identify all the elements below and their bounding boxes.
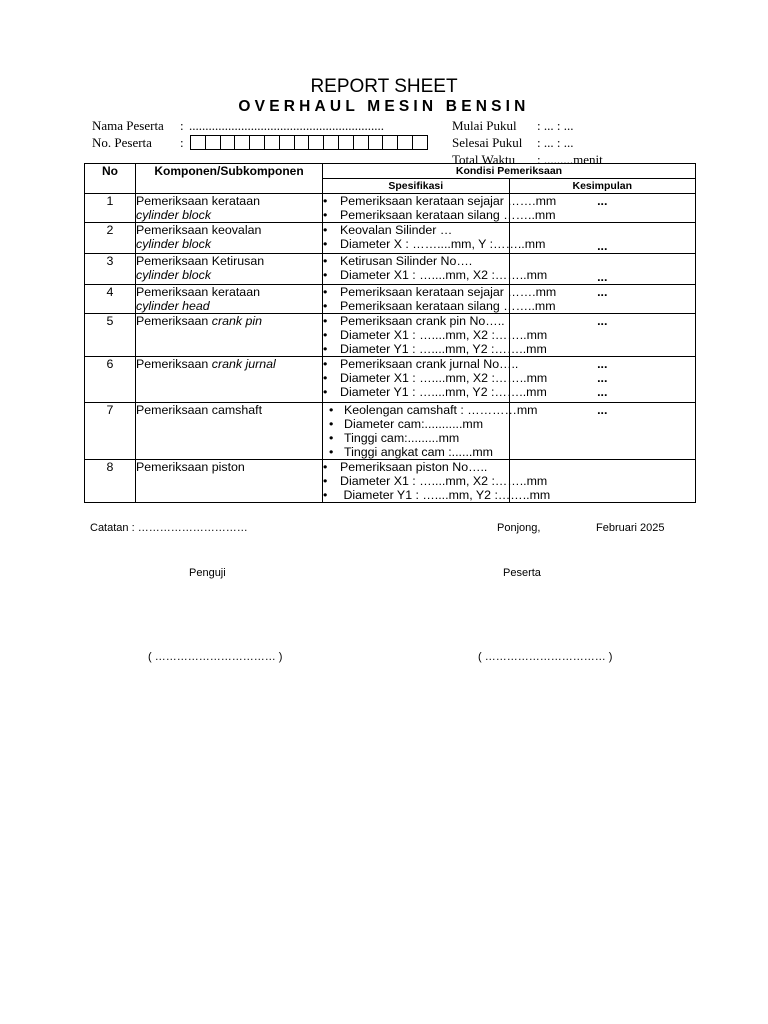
kesimpulan-item: ... [597, 403, 608, 417]
no-peserta-box[interactable] [205, 135, 221, 150]
bullet-icon: • [329, 445, 334, 459]
row-komponen [136, 357, 323, 403]
document-title: REPORT SHEET [310, 76, 458, 97]
col-spesifikasi-header: Spesifikasi [323, 179, 510, 194]
no-peserta-box[interactable] [412, 135, 428, 150]
selesai-pukul-label: Selesai Pukul [452, 135, 523, 150]
row-spesifikasi[interactable] [323, 194, 557, 223]
row-spesifikasi[interactable] [323, 285, 557, 314]
table-row [85, 403, 696, 460]
spec-item: Diameter Y1 : …....mm, Y2 :……..mm [340, 385, 547, 399]
row-spesifikasi[interactable] [323, 314, 548, 357]
bullet-icon: • [323, 460, 328, 474]
spec-item: Diameter X1 : …....mm, X2 :……..mm [340, 268, 548, 282]
spec-item: Diameter X : ……....mm, Y :……..mm [340, 237, 546, 251]
no-peserta-label: No. Peserta [92, 135, 152, 150]
inspection-table [84, 163, 696, 503]
no-peserta-box[interactable] [382, 135, 398, 150]
bullet-icon: • [323, 357, 328, 371]
catatan-field[interactable]: Catatan : ………………………… [90, 522, 248, 534]
spec-item: Pemeriksaan kerataan sejajar …….mm [340, 285, 557, 299]
no-peserta-box[interactable] [220, 135, 236, 150]
peserta-label: Peserta [503, 567, 541, 579]
participant-info [92, 118, 442, 152]
no-peserta-box[interactable] [249, 135, 265, 150]
spec-item: Pemeriksaan crank pin No….. [340, 314, 505, 328]
spec-item: Diameter X1 : …....mm, X2 :……..mm [340, 371, 548, 385]
row-spesifikasi[interactable] [323, 403, 538, 460]
table-row [85, 460, 696, 503]
row-spesifikasi[interactable] [323, 223, 546, 254]
komponen-line: Pemeriksaan keovalan [136, 223, 262, 237]
spec-item: Pemeriksaan kerataan silang ……..mm [340, 299, 556, 313]
no-peserta-box[interactable] [234, 135, 250, 150]
kesimpulan-item: ... [597, 371, 608, 385]
no-peserta-box[interactable] [353, 135, 369, 150]
komponen-line: Pemeriksaan kerataan [136, 194, 260, 208]
row-spesifikasi[interactable] [323, 254, 548, 285]
penguji-signature-field[interactable]: ( …………………………… ) [148, 651, 283, 663]
no-peserta-box[interactable] [323, 135, 339, 150]
bullet-icon: • [323, 314, 328, 328]
penguji-label: Penguji [189, 567, 226, 579]
bullet-icon: • [323, 474, 328, 488]
spec-item: Pemeriksaan kerataan sejajar …….mm [340, 194, 557, 208]
kesimpulan-item: ... [597, 285, 608, 299]
spec-item: Pemeriksaan crank jurnal No….. [340, 357, 519, 371]
total-waktu-field[interactable]: : .........menit [537, 152, 603, 167]
bullet-icon: • [329, 403, 334, 417]
bullet-icon: • [323, 299, 328, 313]
kesimpulan-item: ... [597, 385, 608, 399]
spec-item: Pemeriksaan piston No….. [340, 460, 488, 474]
komponen-line: Pemeriksaan Ketirusan [136, 254, 265, 268]
table-row [85, 357, 696, 403]
table-row [85, 285, 696, 314]
no-peserta-boxes[interactable] [190, 135, 427, 150]
no-peserta-box[interactable] [338, 135, 354, 150]
table-row [85, 254, 696, 285]
spec-item: Pemeriksaan kerataan silang ……..mm [340, 208, 556, 222]
row-komponen [136, 194, 323, 223]
komponen-subline: cylinder block [136, 208, 212, 222]
table-row [85, 194, 696, 223]
no-peserta-box[interactable] [368, 135, 384, 150]
komponen-line: Pemeriksaan camshaft [136, 403, 263, 417]
komponen-italic: crank pin [211, 314, 263, 328]
row-spesifikasi[interactable] [323, 357, 548, 403]
document-subtitle: OVERHAUL MESIN BENSIN [238, 98, 530, 115]
row-no: 5 [85, 314, 136, 357]
row-komponen [136, 460, 323, 503]
nama-peserta-field[interactable]: ............................................................ [189, 118, 384, 133]
col-kondisi-header: Kondisi Pemeriksaan [323, 164, 696, 179]
table-row [85, 223, 696, 254]
komponen-line: Pemeriksaan [136, 314, 212, 328]
komponen-line: Pemeriksaan kerataan [136, 285, 260, 299]
bullet-icon: • [323, 237, 328, 251]
row-no: 1 [85, 194, 136, 223]
kesimpulan-item: ... [597, 239, 608, 253]
bullet-icon: • [323, 223, 328, 237]
spec-item: Diameter X1 : …....mm, X2 :……..mm [340, 474, 548, 488]
no-peserta-box[interactable] [279, 135, 295, 150]
bullet-icon: • [323, 328, 328, 342]
bullet-icon: • [323, 342, 328, 356]
row-spesifikasi[interactable] [323, 460, 551, 503]
komponen-subline: cylinder block [136, 268, 212, 282]
mulai-pukul-label: Mulai Pukul [452, 118, 517, 133]
total-waktu-label: Total Waktu [452, 152, 516, 167]
bullet-icon: • [323, 208, 328, 222]
no-peserta-box[interactable] [264, 135, 280, 150]
no-peserta-colon: : [180, 135, 184, 150]
col-no-header: No [85, 164, 136, 194]
bullet-icon: • [323, 194, 328, 208]
row-komponen [136, 285, 323, 314]
spec-item: Tinggi cam:.........mm [344, 431, 460, 445]
nama-peserta-label: Nama Peserta [92, 118, 164, 133]
komponen-subline: cylinder head [136, 299, 210, 313]
row-komponen [136, 223, 323, 254]
row-komponen [136, 254, 323, 285]
bullet-icon: • [323, 285, 328, 299]
komponen-line: Pemeriksaan [136, 357, 212, 371]
bullet-icon: • [323, 268, 328, 282]
spec-item: Diameter Y1 : …....mm, Y2 :……..mm [340, 488, 551, 502]
row-no: 4 [85, 285, 136, 314]
bullet-icon: • [323, 254, 328, 268]
spec-item: Tinggi angkat cam :......mm [344, 445, 493, 459]
time-info [452, 118, 702, 169]
row-no: 7 [85, 403, 136, 460]
selesai-pukul-field[interactable]: : ... : ... [537, 135, 574, 150]
col-komponen-header: Komponen/Subkomponen [136, 164, 323, 194]
bullet-icon: • [323, 488, 328, 502]
no-peserta-box[interactable] [308, 135, 324, 150]
kesimpulan-item: ... [597, 270, 608, 284]
row-komponen [136, 403, 323, 460]
row-no: 2 [85, 223, 136, 254]
date-text: Februari 2025 [596, 522, 665, 534]
no-peserta-box[interactable] [190, 135, 206, 150]
komponen-italic: crank jurnal [211, 357, 276, 371]
no-peserta-box[interactable] [294, 135, 310, 150]
no-peserta-box[interactable] [397, 135, 413, 150]
spec-item: Keovalan Silinder … [340, 223, 453, 237]
nama-peserta-colon: : [180, 118, 184, 133]
kesimpulan-item: ... [597, 314, 608, 328]
col-kesimpulan-header: Kesimpulan [509, 179, 696, 194]
row-komponen [136, 314, 323, 357]
spec-item: Diameter cam:...........mm [344, 417, 484, 431]
bullet-icon: • [323, 371, 328, 385]
kesimpulan-item: ... [597, 194, 608, 208]
spec-item: Diameter X1 : …....mm, X2 :……..mm [340, 328, 548, 342]
row-no: 6 [85, 357, 136, 403]
row-no: 3 [85, 254, 136, 285]
place-text: Ponjong, [497, 522, 541, 534]
kesimpulan-item: ... [597, 357, 608, 371]
bullet-icon: • [323, 385, 328, 399]
komponen-subline: cylinder block [136, 237, 212, 251]
row-no: 8 [85, 460, 136, 503]
komponen-line: Pemeriksaan piston [136, 460, 245, 474]
bullet-icon: • [329, 431, 334, 445]
mulai-pukul-field[interactable]: : ... : ... [537, 118, 574, 133]
bullet-icon: • [329, 417, 334, 431]
table-row [85, 314, 696, 357]
spec-item: Keolengan camshaft : …………mm [344, 403, 538, 417]
peserta-signature-field[interactable]: ( …………………………… ) [478, 651, 613, 663]
spec-item: Ketirusan Silinder No…. [340, 254, 473, 268]
spec-item: Diameter Y1 : …....mm, Y2 :……..mm [340, 342, 547, 356]
